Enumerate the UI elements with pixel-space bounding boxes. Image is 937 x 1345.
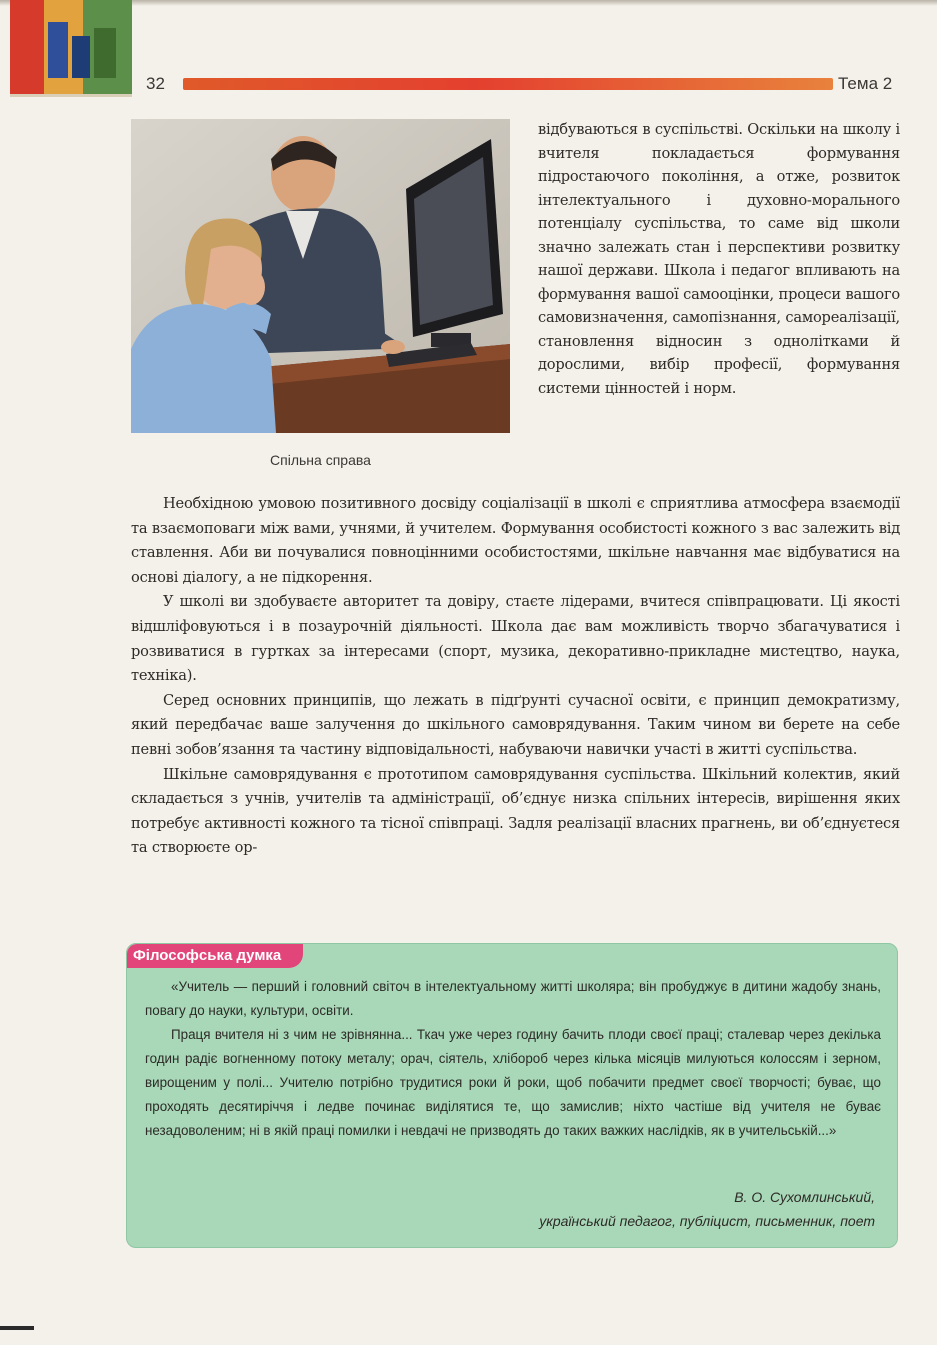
logo-block [94,28,116,78]
section-logo [10,0,132,97]
topic-label: Тема 2 [838,74,893,93]
body-text [131,492,900,861]
binding-mark [0,1326,34,1330]
logo-block [72,36,90,78]
page-number: 32 [146,74,165,93]
quote-author [539,1185,875,1233]
photo-caption: Спільна справа [270,452,371,468]
author-name: В. О. Сухомлинський, [734,1189,875,1205]
paragraph: Серед основних принципів, що лежать в підґрунті сучасної освіти, є принцип демократизму, який передбачає ваше залучення до шкільного самоврядування. Таким чином ви берете на себе певні зобов’язання та частину відповідальності, набуваючи навички участі в житті суспільства. [131,691,900,758]
logo-block [48,22,68,78]
paragraph: Необхідною умовою позитивного досвіду соціалізації в школі є сприятлива атмосфера взаємодії та взаємоповаги між вами, учнями, й учителем. Формування особистості кожного з вас залежить від ставлення. Аби ви почувалися повноцінними особистостями, шкільне навчання має відбуватися на основі діалогу, а не підкорення. [131,495,900,586]
quote-paragraph: «Учитель — перший і головний світоч в інтелектуальному житті школяра; він пробуджує в дитини жадобу знань, повагу до науки, культури, освіти. [145,979,881,1018]
quote-text [145,975,881,1143]
paragraph: Шкільне самоврядування є прототипом самоврядування суспільства. Шкільний колектив, який складається з учнів, учителів та адміністрації, об’єднує низка спільних інтересів, вирішення яких потребує активності кожного та тісної співпраці. Задля реалізації власних прагнень, ви об’єднуєтеся та створюєте ор- [131,765,900,857]
header-bar [183,78,833,90]
author-role: український педагог, публіцист, письменник, поет [539,1213,875,1229]
philosophical-quote-box [126,943,898,1248]
quote-tag: Філософська думка [127,944,303,968]
page-edge-shadow [0,0,937,6]
photo-teacher-student [131,119,510,433]
quote-paragraph: Праця вчителя ні з чим не зрівнянна... Ткач уже через годину бачить плоди своєї праці; сталевар через декілька годин радіє вогненному потоку металу; орач, сіятель, хлібороб через кілька місяців милуються колоссям і зерном, вирощеним у полі... Учителю потрібно трудитися роки й роки, щоб побачити предмет своєї творчості; буває, що проходять десятиріччя і ледве починає виділятися те, що замислив; ніхто частіше від учителя не буває незадоволеним; ні в якій праці помилки і невдачі не призводять до таких важких наслідків, як в учительській...» [145,1027,881,1138]
column-text: відбуваються в суспільстві. Оскільки на школу і вчителя покладається формування підростаючого покоління, а отже, розвиток інтелектуального і духовно-морального потенціалу суспільства, то саме від школи значно залежать стан і перспективи розвитку нашої держави. Школа і педагог впливають на формування вашої самооцінки, процеси вашого самовизначення, самопізнання, самореалізації, становлення відносин з однолітками й дорослими, вибір професії, формування системи цінностей і норм. [538,121,900,398]
paragraph: У школі ви здобуваєте авторитет та довіру, стаєте лідерами, вчитеся співпрацювати. Ці якості відшліфовуються і в позаурочній діяльності. Школа дає вам можливість творчо збагачуватися і розвиватися в гуртках за інтересами (спорт, музика, декоративно-прикладне мистецтво, наука, техніка). [131,593,900,685]
